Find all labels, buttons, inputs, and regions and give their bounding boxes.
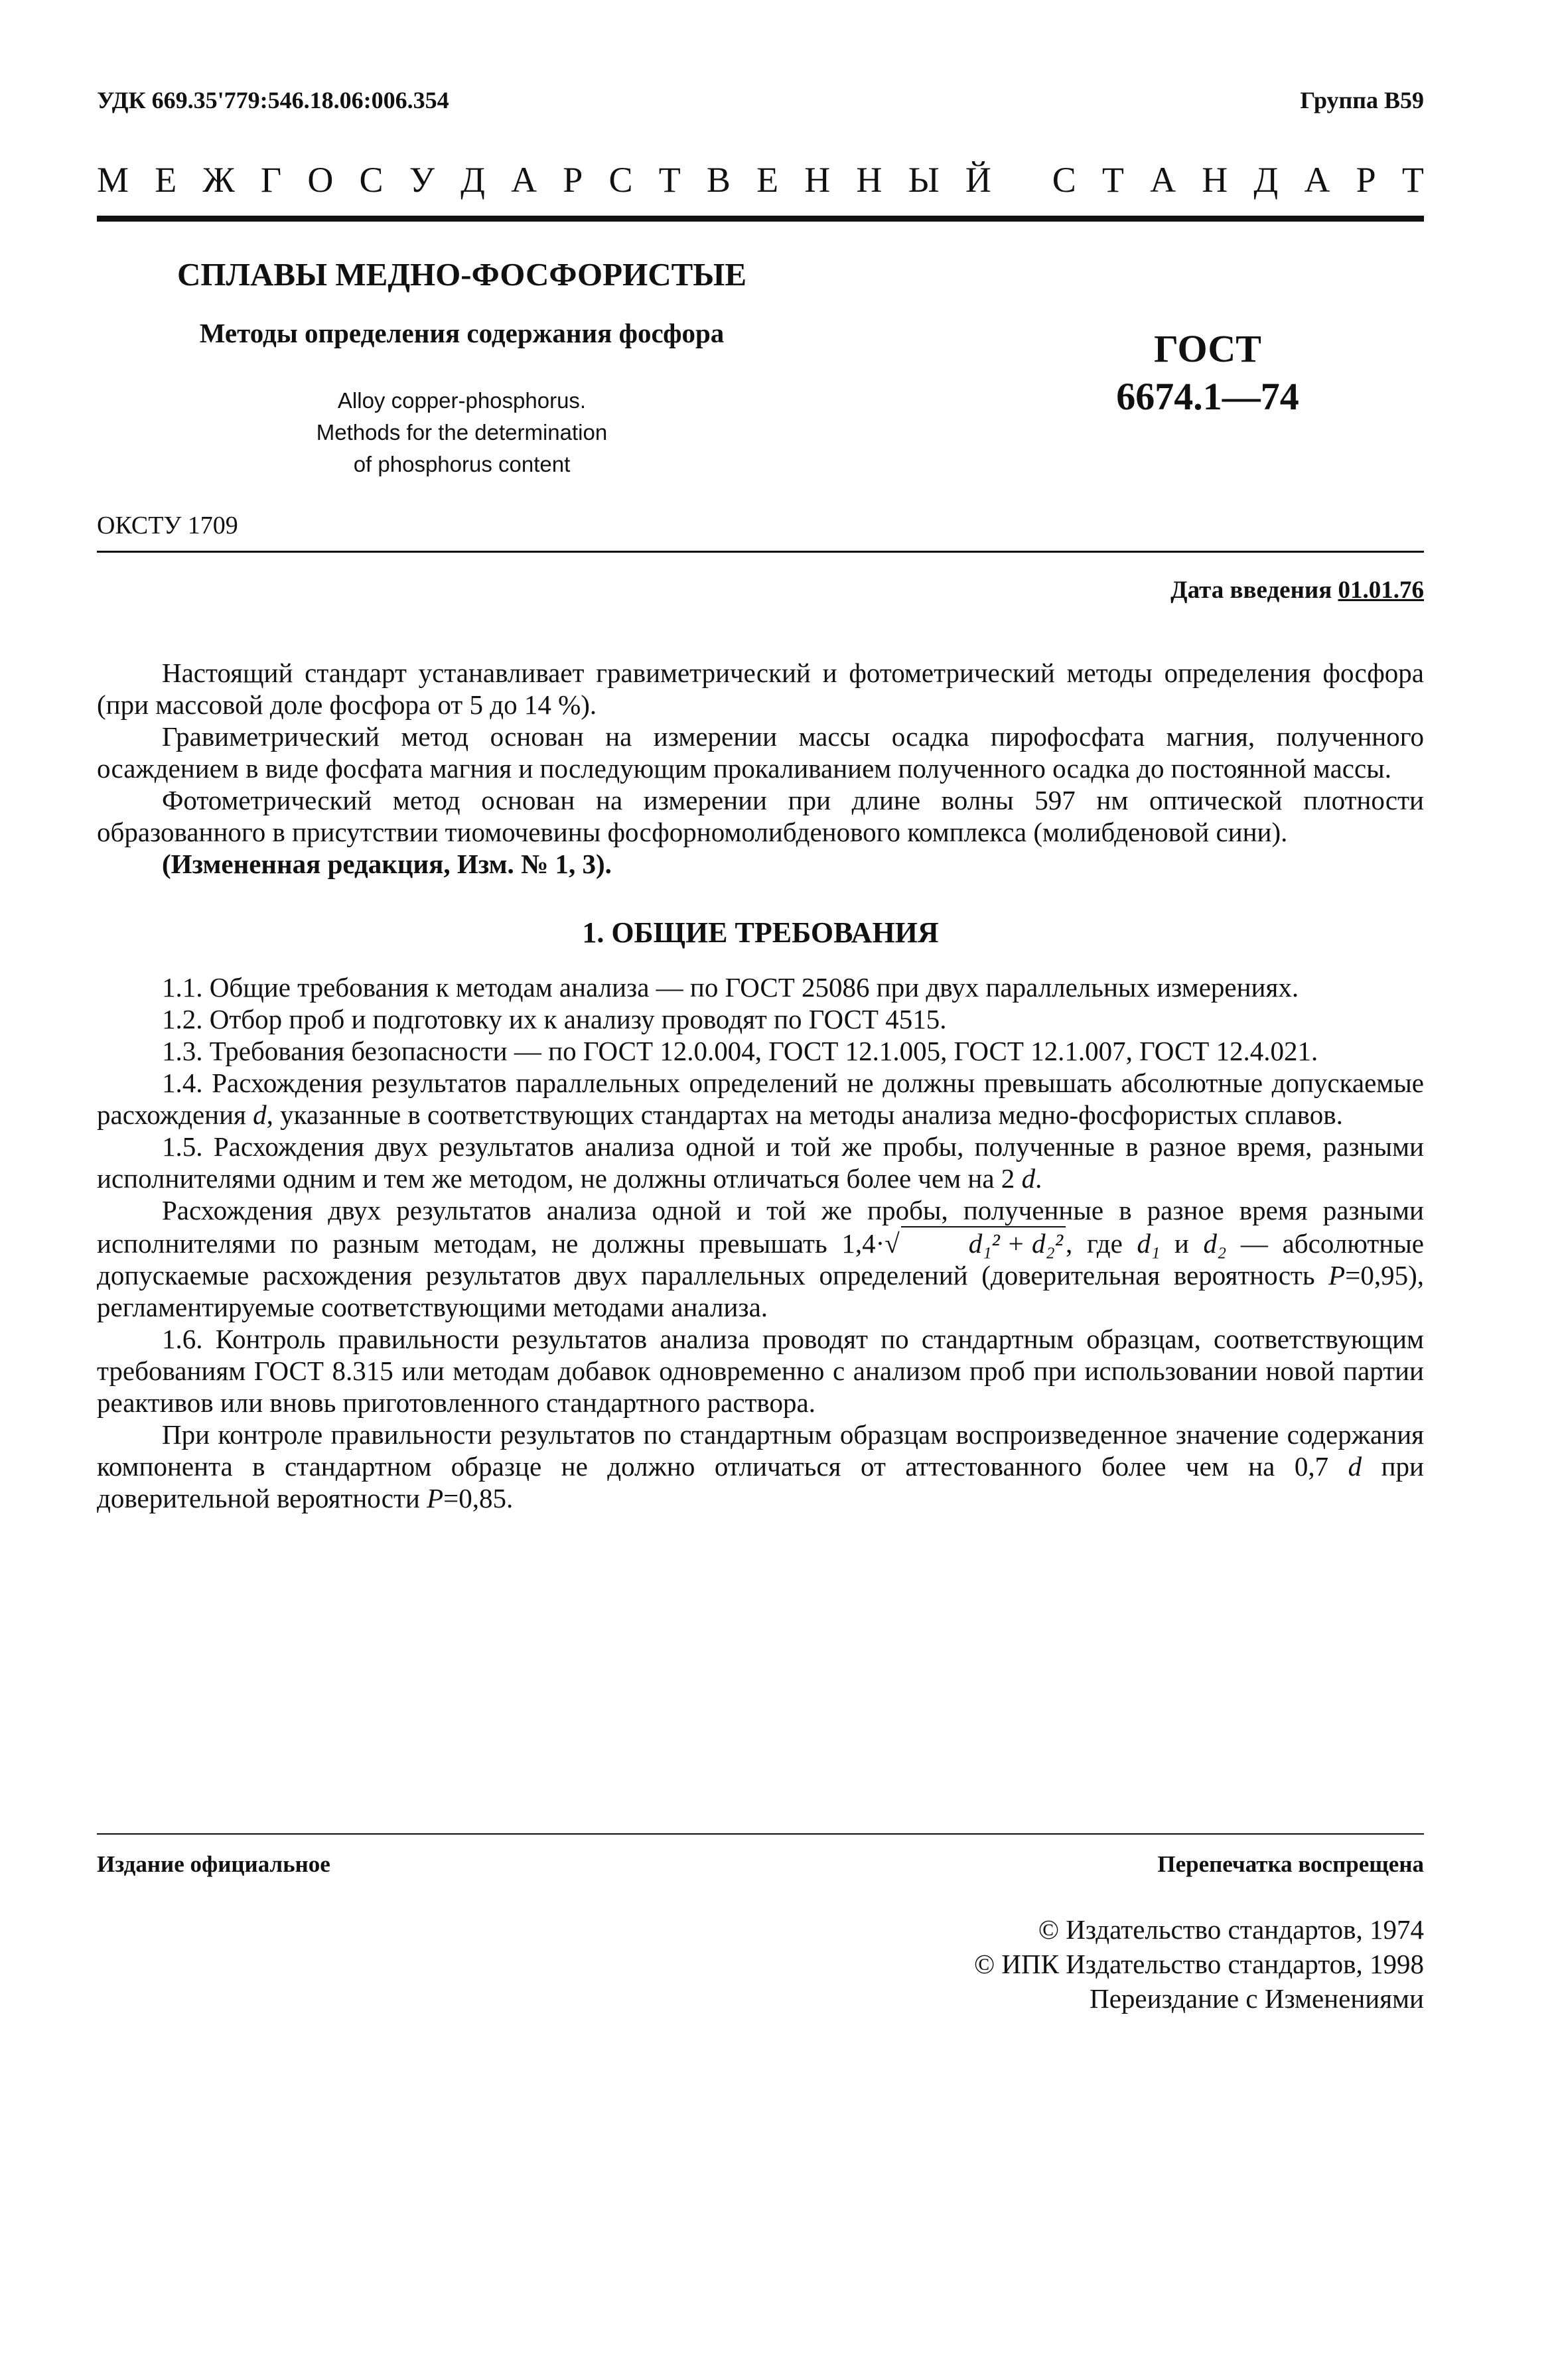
banner-letter: М [97, 160, 129, 200]
banner-letter: Д [460, 160, 485, 200]
okstu-code: ОКСТУ 1709 [97, 512, 238, 539]
banner-letter: Ж [202, 160, 235, 200]
intro-paragraph: Фотометрический метод основан на измерении при длине волны 597 нм оптической плотности образованного в присутствии тиомочевины фосфорномолибденового комплекса (молибденовой сини). [97, 785, 1424, 847]
banner-letter: Т [658, 160, 681, 200]
copyright-line: © ИПК Издательство стандартов, 1998 [973, 1949, 1424, 1979]
header-rule [97, 216, 1424, 222]
banner-letter: Д [1253, 160, 1279, 200]
banner-letter: Ы [908, 160, 940, 200]
intro-paragraph: Настоящий стандарт устанавливает гравиметрический и фотометрический методы определения фосфора (при массовой доле фосфора от 5 до 14 %). [97, 658, 1424, 720]
banner-letter: Н [1202, 160, 1228, 200]
clause-1-4: 1.4. Расхождения результатов параллельных определений не должны превышать абсолютные допускаемые расхождения d, указанные в соответствующих стандартах на методы анализа медно-фосфористых сплавов. [97, 1068, 1424, 1130]
clause-1-3: 1.3. Требования безопасности — по ГОСТ 12.0.004, ГОСТ 12.1.005, ГОСТ 12.1.007, ГОСТ 12.4.021. [162, 1036, 1318, 1066]
banner-letter: А [1304, 160, 1330, 200]
group-code: Группа В59 [1300, 87, 1424, 113]
banner-letter: Р [563, 160, 583, 200]
gost-number: 6674.1—74 [1116, 375, 1299, 418]
gost-label: ГОСТ [1154, 327, 1261, 370]
banner-letter: С [1052, 160, 1076, 200]
udk-code: УДК 669.35'779:546.18.06:006.354 [97, 87, 449, 113]
document-title: СПЛАВЫ МЕДНО-ФОСФОРИСТЫЕ [177, 256, 747, 293]
gost-designation [1075, 325, 1340, 421]
banner-letter: Н [856, 160, 883, 200]
clause-1-6-continued: При контроле правильности результатов по стандартным образцам воспроизведенное значение содержания компонента в стандартном образце не должно отличаться от аттестованного более чем на 0,7 d при доверительной вероятности P=0,85. [97, 1419, 1424, 1513]
english-title-line: of phosphorus content [353, 452, 571, 476]
reprint-prohibited: Перепечатка воспрещена [1157, 1851, 1424, 1877]
official-edition: Издание официальное [97, 1851, 330, 1877]
document-subtitle: Методы определения содержания фосфора [199, 318, 725, 348]
intro-paragraph: Гравиметрический метод основан на измерении массы осадка пирофосфата магния, полученного осаждением в виде фосфата магния и последующим прокаливанием полученного осадка до постоянной массы. [97, 721, 1424, 784]
footer-rule [97, 1833, 1424, 1835]
banner-letter: В [706, 160, 731, 200]
banner-letter: С [608, 160, 633, 200]
title-rule [97, 551, 1424, 553]
banner-letter: У [409, 160, 435, 200]
copyright-line: © Издательство стандартов, 1974 [1038, 1914, 1424, 1945]
date-value: 01.01.76 [1338, 577, 1424, 604]
copyright-block [974, 1912, 1424, 2016]
banner-letter: Е [756, 160, 779, 200]
english-title-line: Alloy copper-phosphorus. [337, 388, 587, 413]
introduction-date [1170, 576, 1424, 604]
clause-1-6: 1.6. Контроль правильности результатов анализа проводят по стандартным образцам, соответствующим требованиям ГОСТ 8.315 или методам добавок одновременно с анализом проб при использовании новой партии реактивов или вновь приготовленного стандартного раствора. [97, 1324, 1424, 1418]
banner-letter: Г [260, 160, 282, 200]
reissue-note: Переиздание с Изменениями [1090, 1983, 1424, 2014]
clause-1-1: 1.1. Общие требования к методам анализа — по ГОСТ 25086 при двух параллельных измерениях. [162, 972, 1299, 1003]
clause-1-5: 1.5. Расхождения двух результатов анализа одной и той же пробы, полученные в разное время, разными исполнителями одним и тем же методом, не должны отличаться более чем на 2 d. [97, 1131, 1424, 1194]
banner-letter: Й [965, 160, 991, 200]
banner-letter: Е [155, 160, 177, 200]
banner-letter [1017, 159, 1026, 200]
amendment-note: (Измененная редакция, Изм. № 1, 3). [162, 849, 612, 879]
banner-letter: Т [1101, 160, 1124, 200]
sqrt-formula: √ d₁² + d₂² [884, 1228, 1066, 1259]
document-body [97, 657, 1424, 1514]
banner-letter: С [359, 160, 384, 200]
banner-letter: О [307, 160, 334, 200]
clause-1-2: 1.2. Отбор проб и подготовку их к анализу проводят по ГОСТ 4515. [162, 1004, 947, 1034]
date-label: Дата введения [1170, 577, 1338, 604]
english-title [97, 385, 827, 480]
english-title-line: Methods for the determination [316, 420, 608, 445]
banner-letter: А [1150, 160, 1176, 200]
banner-letter: Т [1401, 160, 1424, 200]
banner-letter: Р [1356, 160, 1376, 200]
interstate-standard-banner [97, 159, 1424, 200]
banner-letter: А [511, 160, 537, 200]
clause-1-5-continued: Расхождения двух результатов анализа одной и той же пробы, полученные в разное время разными исполнителями по разным методам, не должны превышать 1,4·√ d₁² + d₂², где d₁ и d₂ — абсолютные допускаемые расхождения результатов двух параллельных определений (доверительная вероятность P=0,95), регламентируемые соответствующими методами анализа. [97, 1195, 1424, 1322]
banner-letter: Н [804, 160, 831, 200]
section-heading: 1. ОБЩИЕ ТРЕБОВАНИЯ [582, 916, 939, 949]
